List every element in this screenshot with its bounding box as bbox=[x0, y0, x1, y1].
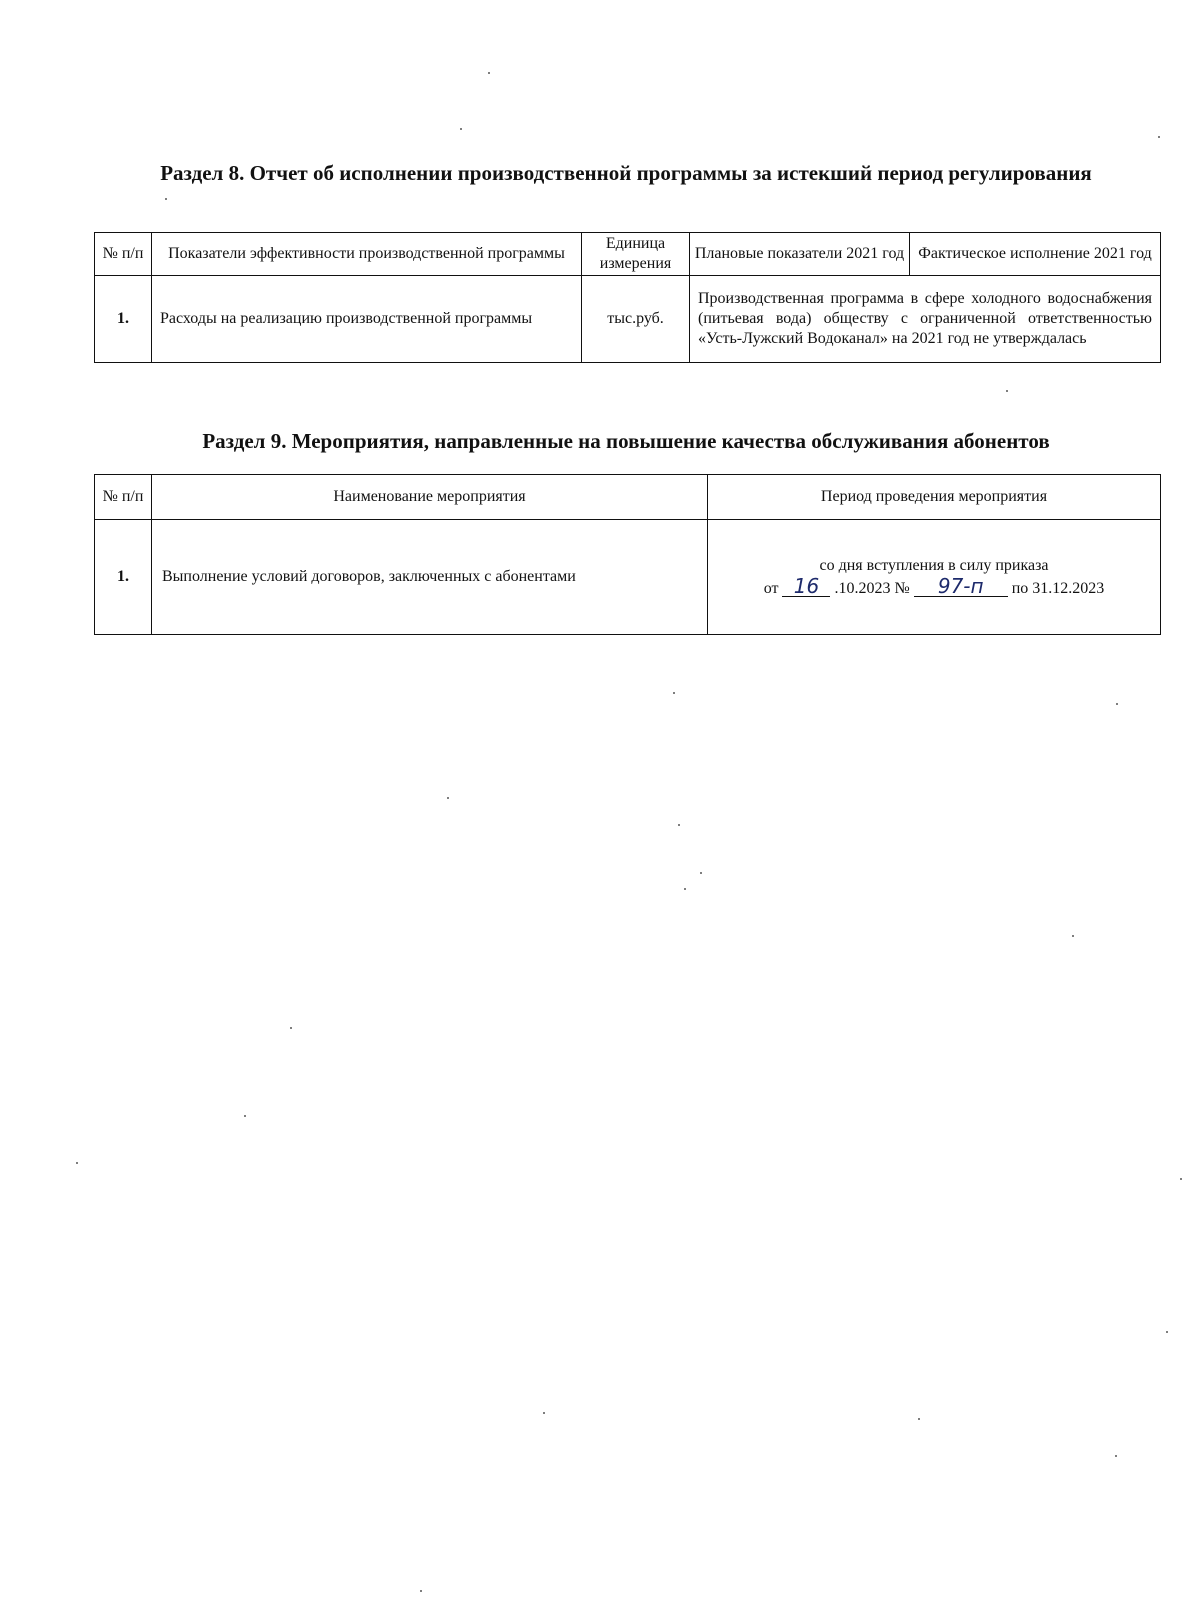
table-header-row bbox=[95, 233, 1161, 276]
period-line-2 bbox=[712, 573, 1156, 599]
section-8-title: Раздел 8. Отчет об исполнении производственной программы за истекший период регулирования bbox=[160, 161, 1092, 185]
scan-speck bbox=[76, 1162, 78, 1164]
measure-name: Выполнение условий договоров, заключенных с абонентами bbox=[152, 520, 708, 635]
header-actual: Фактическое исполнение 2021 год bbox=[910, 233, 1161, 276]
indicator-name: Расходы на реализацию производственной программы bbox=[152, 276, 582, 363]
scan-speck bbox=[1116, 703, 1118, 705]
header-period: Период проведения мероприятия bbox=[708, 475, 1161, 520]
unit-of-measure: тыс.руб. bbox=[582, 276, 690, 363]
scan-speck bbox=[420, 1590, 422, 1592]
measure-period bbox=[708, 520, 1161, 635]
period-suffix: по 31.12.2023 bbox=[1011, 579, 1105, 597]
scan-speck bbox=[673, 692, 675, 694]
row-number: 1. bbox=[95, 276, 152, 363]
period-prefix: от bbox=[763, 579, 779, 597]
header-unit: Единица измерения bbox=[582, 233, 690, 276]
scan-speck bbox=[1158, 136, 1160, 138]
scan-speck bbox=[678, 824, 680, 826]
scan-speck bbox=[1180, 1178, 1182, 1180]
service-quality-measures-table bbox=[94, 474, 1161, 635]
header-indicator: Показатели эффективности производственной программы bbox=[152, 233, 582, 276]
table-row bbox=[95, 276, 1161, 363]
scan-speck bbox=[460, 128, 462, 130]
scan-speck bbox=[1166, 1331, 1168, 1333]
header-number: № п/п bbox=[95, 233, 152, 276]
scan-speck bbox=[1006, 390, 1008, 392]
scan-speck bbox=[1115, 1455, 1117, 1457]
section-9-title: Раздел 9. Мероприятия, направленные на повышение качества обслуживания абонентов bbox=[202, 429, 1050, 453]
scan-speck bbox=[543, 1412, 545, 1414]
scan-speck bbox=[1072, 935, 1074, 937]
header-number: № п/п bbox=[95, 475, 152, 520]
scan-speck bbox=[700, 872, 702, 874]
row-number: 1. bbox=[95, 520, 152, 635]
table-header-row bbox=[95, 475, 1161, 520]
scan-speck bbox=[918, 1418, 920, 1420]
production-program-report-table bbox=[94, 232, 1161, 363]
program-note: Производственная программа в сфере холодного водоснабжения (питьевая вода) обществу с ограниченной ответственностью «Усть-Лужский Водоканал» на 2021 год не утверждалась bbox=[690, 276, 1161, 363]
scan-speck bbox=[165, 198, 167, 200]
header-measure-name: Наименование мероприятия bbox=[152, 475, 708, 520]
handwritten-order-number: 97-п bbox=[914, 576, 1008, 597]
handwritten-day: 16 bbox=[782, 576, 830, 597]
table-row bbox=[95, 520, 1161, 635]
period-month-year: .10.2023 № bbox=[834, 579, 910, 597]
header-planned: Плановые показатели 2021 год bbox=[690, 233, 910, 276]
scan-speck bbox=[447, 797, 449, 799]
period-line-1: со дня вступления в силу приказа bbox=[819, 556, 1049, 574]
scan-speck bbox=[488, 72, 490, 74]
scan-speck bbox=[244, 1115, 246, 1117]
scan-speck bbox=[290, 1027, 292, 1029]
scan-speck bbox=[684, 888, 686, 890]
